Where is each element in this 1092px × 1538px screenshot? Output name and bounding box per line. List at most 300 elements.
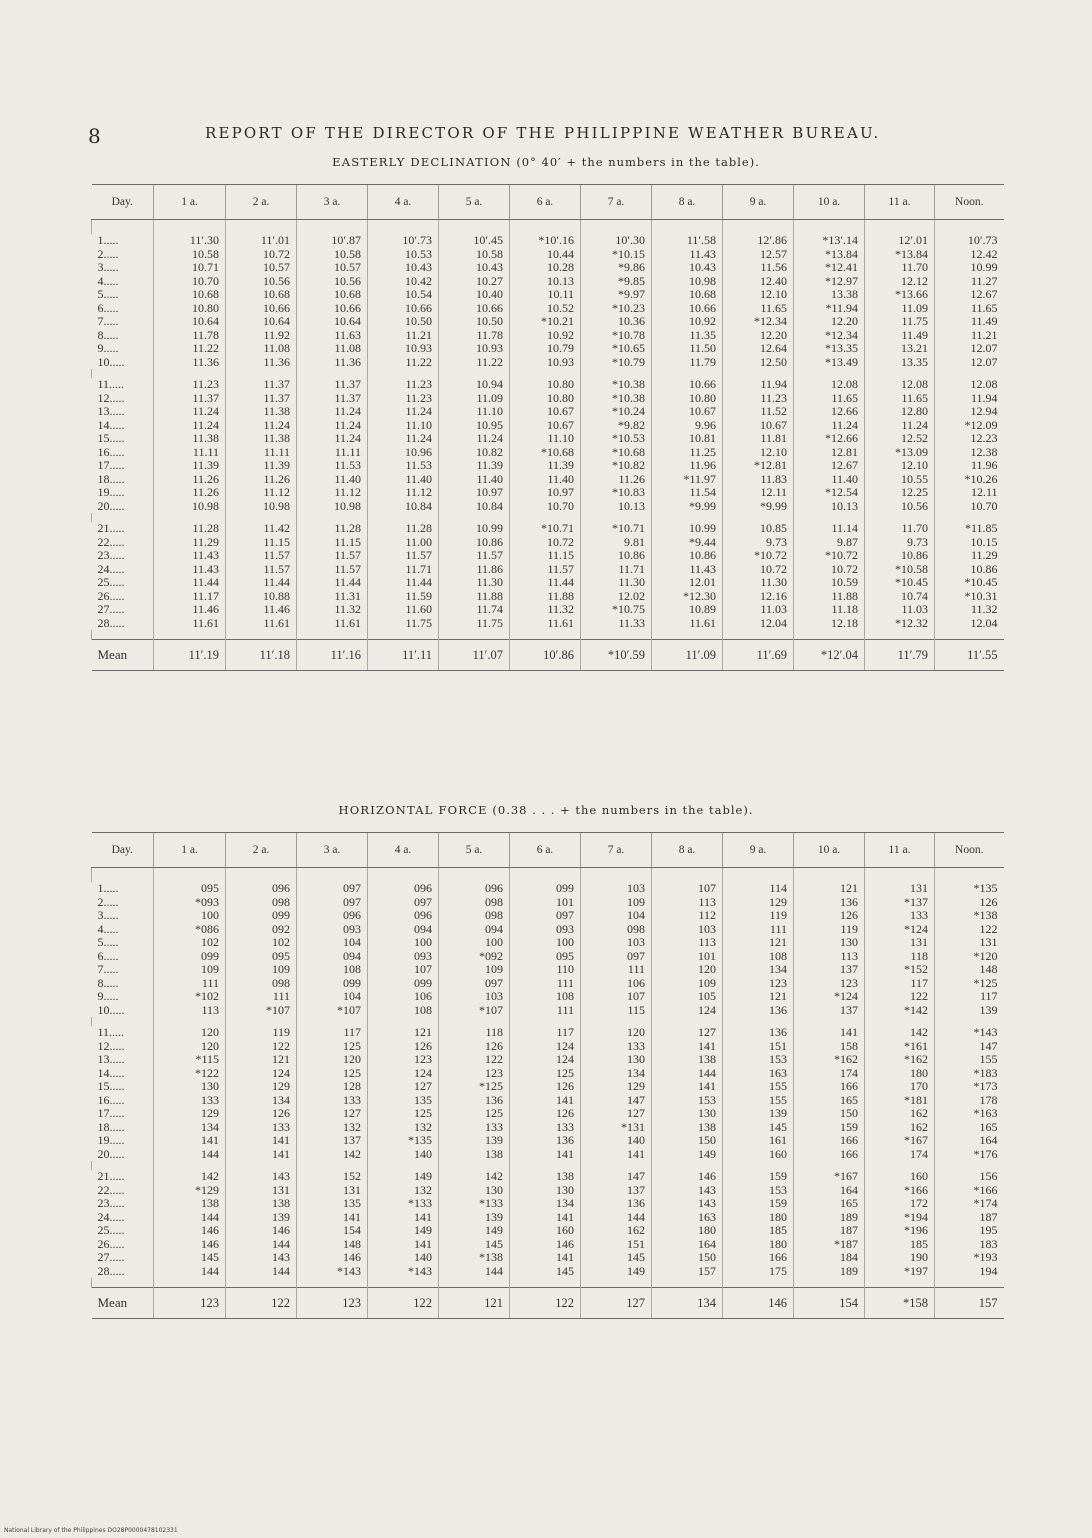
table-cell: 11.12 (297, 486, 368, 500)
table-row (92, 432, 1004, 446)
mean-cell: 127 (581, 1288, 652, 1319)
table-cell: 141 (581, 1148, 652, 1162)
table-cell: 145 (510, 1265, 581, 1279)
table-cell: 11.61 (510, 617, 581, 631)
table-cell: *125 (935, 977, 1004, 991)
table-cell: 101 (652, 950, 723, 964)
table-cell: *11.97 (652, 473, 723, 487)
table-row (92, 248, 1004, 262)
table-cell: 12.67 (935, 288, 1004, 302)
column-header: 4 a. (368, 185, 439, 220)
table-cell: 10.99 (439, 522, 510, 536)
table-cell: 099 (510, 882, 581, 896)
table-cell: *13.09 (865, 446, 935, 460)
table-cell: 11.57 (368, 549, 439, 563)
table-cell: *163 (935, 1107, 1004, 1121)
table-cell: 146 (154, 1238, 226, 1252)
table-cell: 160 (723, 1148, 794, 1162)
table-cell: 093 (510, 923, 581, 937)
table-cell: 144 (439, 1265, 510, 1279)
table-cell: 133 (581, 1040, 652, 1054)
mean-cell: 11′.16 (297, 640, 368, 671)
horizontal-caption-note: (0.38 . . . + the numbers in the table). (492, 803, 754, 817)
table-cell: 162 (865, 1121, 935, 1135)
table-cell: 139 (935, 1004, 1004, 1018)
table-cell: 11.40 (510, 473, 581, 487)
table-cell: 10.68 (154, 288, 226, 302)
table-row (92, 486, 1004, 500)
table-cell: 10.64 (297, 315, 368, 329)
table-cell: 095 (154, 882, 226, 896)
table-cell: 10.66 (226, 302, 297, 316)
table-row (92, 1026, 1004, 1040)
table-cell: 11.23 (723, 392, 794, 406)
day-label: 16..... (97, 1092, 125, 1107)
table-cell: 12.40 (723, 275, 794, 289)
day-label: 15..... (97, 1079, 125, 1093)
table-cell: 185 (723, 1224, 794, 1238)
day-label: 6..... (97, 948, 119, 963)
table-cell: *13.66 (865, 288, 935, 302)
mean-cell: 122 (226, 1288, 297, 1319)
table-cell: 162 (865, 1107, 935, 1121)
table-row (92, 261, 1004, 275)
table-cell: 096 (439, 882, 510, 896)
table-cell: 131 (935, 936, 1004, 950)
table-cell: 140 (368, 1251, 439, 1265)
table-cell: 9.73 (865, 536, 935, 550)
table-cell: 148 (935, 963, 1004, 977)
table-cell: 10.53 (368, 248, 439, 262)
table-cell: *12.41 (794, 261, 865, 275)
table-cell: 151 (723, 1040, 794, 1054)
table-cell: *12.97 (794, 275, 865, 289)
table-cell: 10.82 (439, 446, 510, 460)
table-cell: *9.86 (581, 261, 652, 275)
table-cell: *129 (154, 1184, 226, 1198)
day-label: 3..... (97, 260, 119, 274)
declination-table (91, 184, 1004, 671)
table-cell: 10.68 (226, 288, 297, 302)
table-cell: 11.44 (297, 576, 368, 590)
table-row (92, 1053, 1004, 1067)
table-cell: 155 (723, 1094, 794, 1108)
table-cell: 165 (935, 1121, 1004, 1135)
table-cell: 11.26 (154, 473, 226, 487)
table-cell: 134 (154, 1121, 226, 1135)
table-cell: 10.11 (510, 288, 581, 302)
mean-label: Mean (92, 1288, 154, 1319)
table-cell: 139 (439, 1211, 510, 1225)
table-cell: 109 (581, 896, 652, 910)
day-label: 27..... (97, 1250, 125, 1264)
day-label: 11..... (97, 377, 125, 391)
table-cell: 147 (581, 1170, 652, 1184)
table-cell: 160 (510, 1224, 581, 1238)
table-cell: *133 (439, 1197, 510, 1211)
table-cell: 136 (723, 1026, 794, 1040)
table-cell: 112 (652, 909, 723, 923)
table-cell: 163 (723, 1067, 794, 1081)
table-cell: 151 (581, 1238, 652, 1252)
table-cell: 10.56 (226, 275, 297, 289)
table-row (92, 977, 1004, 991)
table-cell: 9.96 (652, 419, 723, 433)
table-cell: 11.24 (297, 419, 368, 433)
table-cell: 127 (368, 1080, 439, 1094)
table-cell: 11.38 (226, 432, 297, 446)
table-cell: 096 (226, 882, 297, 896)
table-cell: 11.96 (935, 459, 1004, 473)
table-cell: 11.92 (226, 329, 297, 343)
table-cell: *9.99 (723, 500, 794, 514)
table-cell: 12.57 (723, 248, 794, 262)
table-cell: 11.65 (935, 302, 1004, 316)
table-cell: 11.24 (794, 419, 865, 433)
table-cell: 135 (297, 1197, 368, 1211)
table-cell: 11′.30 (154, 234, 226, 248)
table-cell: 11.24 (368, 432, 439, 446)
table-cell: 12.67 (794, 459, 865, 473)
table-cell: *166 (865, 1184, 935, 1198)
table-cell: 10.81 (652, 432, 723, 446)
table-cell: 139 (723, 1107, 794, 1121)
mean-row (92, 1288, 1004, 1319)
table-cell: 133 (865, 909, 935, 923)
table-row (92, 923, 1004, 937)
table-cell: 11.61 (652, 617, 723, 631)
table-cell: *133 (368, 1197, 439, 1211)
table-cell: 107 (368, 963, 439, 977)
table-cell: *13′.14 (794, 234, 865, 248)
table-cell: 10.57 (297, 261, 368, 275)
table-cell: *131 (581, 1121, 652, 1135)
table-cell: 138 (154, 1197, 226, 1211)
table-row (92, 990, 1004, 1004)
table-cell: *12.66 (794, 432, 865, 446)
table-cell: 117 (297, 1026, 368, 1040)
table-cell: 10.72 (794, 563, 865, 577)
table-cell: 12.07 (935, 356, 1004, 370)
table-cell: 11.33 (581, 617, 652, 631)
table-cell: 130 (652, 1107, 723, 1121)
table-cell: 148 (297, 1238, 368, 1252)
table-cell: 125 (439, 1107, 510, 1121)
table-cell: 10.42 (368, 275, 439, 289)
table-cell: 118 (865, 950, 935, 964)
table-cell: 11.52 (723, 405, 794, 419)
day-label: 3..... (97, 908, 119, 922)
table-cell: 106 (581, 977, 652, 991)
table-cell: 161 (723, 1134, 794, 1148)
table-row (92, 1251, 1004, 1265)
table-cell: 11′.58 (652, 234, 723, 248)
mean-cell: 122 (510, 1288, 581, 1319)
table-cell: 142 (297, 1148, 368, 1162)
day-label: 5..... (97, 935, 119, 949)
table-cell: 146 (154, 1224, 226, 1238)
table-cell: *183 (935, 1067, 1004, 1081)
table-cell: 11.21 (935, 329, 1004, 343)
table-cell: *9.82 (581, 419, 652, 433)
day-label: 24..... (97, 1209, 125, 1224)
table-row (92, 617, 1004, 631)
table-row (92, 549, 1004, 563)
table-cell: 11.43 (652, 248, 723, 262)
table-cell: *138 (439, 1251, 510, 1265)
table-cell: 149 (439, 1224, 510, 1238)
table-cell: *135 (935, 882, 1004, 896)
running-head: REPORT OF THE DIRECTOR OF THE PHILIPPINE WEATHER BUREAU. (205, 124, 881, 142)
column-header: 10 a. (794, 185, 865, 220)
table-cell: 10.66 (439, 302, 510, 316)
table-cell: 132 (297, 1121, 368, 1135)
table-cell: 119 (723, 909, 794, 923)
table-cell: 10.97 (439, 486, 510, 500)
table-cell: 141 (510, 1251, 581, 1265)
column-header: 9 a. (723, 185, 794, 220)
table-cell: 11.08 (297, 342, 368, 356)
table-cell: *161 (865, 1040, 935, 1054)
table-cell: 12.64 (723, 342, 794, 356)
table-cell: *107 (226, 1004, 297, 1018)
table-row (92, 1148, 1004, 1162)
table-cell: 10.27 (439, 275, 510, 289)
table-cell: 142 (439, 1170, 510, 1184)
table-cell: 11.28 (368, 522, 439, 536)
table-cell: 11.46 (226, 603, 297, 617)
day-label: 14..... (97, 417, 125, 432)
table-cell: 11.32 (510, 603, 581, 617)
table-cell: 12.12 (865, 275, 935, 289)
mean-cell: 146 (723, 1288, 794, 1319)
table-cell: 11.24 (439, 432, 510, 446)
day-label: 13..... (97, 404, 125, 418)
table-cell: 12.20 (723, 329, 794, 343)
table-cell: 11.22 (154, 342, 226, 356)
table-cell: *138 (935, 909, 1004, 923)
table-row (92, 909, 1004, 923)
table-cell: 137 (297, 1134, 368, 1148)
table-row (92, 342, 1004, 356)
day-label: 7..... (97, 314, 119, 328)
table-cell: 096 (368, 882, 439, 896)
day-label: 9..... (97, 341, 119, 355)
mean-cell: 11′.55 (935, 640, 1004, 671)
table-cell: 123 (794, 977, 865, 991)
table-cell: 10.92 (510, 329, 581, 343)
day-label: 20..... (97, 498, 125, 513)
day-label: 22..... (97, 534, 125, 549)
table-cell: 11.10 (368, 419, 439, 433)
table-cell: 10.13 (581, 500, 652, 514)
table-cell: 142 (154, 1170, 226, 1184)
table-cell: 119 (794, 923, 865, 937)
table-cell: 153 (652, 1094, 723, 1108)
table-cell: 141 (510, 1094, 581, 1108)
table-cell: 10.58 (297, 248, 368, 262)
table-cell: 108 (723, 950, 794, 964)
table-cell: *10.38 (581, 392, 652, 406)
table-cell: 11.37 (226, 378, 297, 392)
table-cell: 124 (652, 1004, 723, 1018)
table-row (92, 1094, 1004, 1108)
table-cell: 124 (368, 1067, 439, 1081)
table-cell: 11.12 (226, 486, 297, 500)
table-cell: 114 (723, 882, 794, 896)
table-cell: 145 (439, 1238, 510, 1252)
table-cell: *10.72 (723, 549, 794, 563)
column-header: Noon. (935, 833, 1004, 868)
table-cell: 11.57 (297, 563, 368, 577)
table-cell: 143 (652, 1184, 723, 1198)
table-cell: 102 (226, 936, 297, 950)
table-row (92, 963, 1004, 977)
table-cell: 11.53 (368, 459, 439, 473)
table-cell: 120 (154, 1026, 226, 1040)
table-row (92, 1134, 1004, 1148)
table-cell: 11.25 (652, 446, 723, 460)
table-cell: *10.75 (581, 603, 652, 617)
horizontal-caption-title: HORIZONTAL FORCE (338, 803, 488, 817)
table-cell: 10.68 (652, 288, 723, 302)
table-cell: 11.40 (297, 473, 368, 487)
table-cell: 12.04 (723, 617, 794, 631)
table-cell: 11.74 (439, 603, 510, 617)
table-cell: 138 (510, 1170, 581, 1184)
table-cell: *12.30 (652, 590, 723, 604)
table-cell: 129 (154, 1107, 226, 1121)
table-cell: 11.70 (865, 261, 935, 275)
column-header: 5 a. (439, 833, 510, 868)
day-label: 18..... (97, 471, 125, 486)
table-cell: 123 (439, 1067, 510, 1081)
table-cell: *13.84 (865, 248, 935, 262)
column-header: Noon. (935, 185, 1004, 220)
table-row (92, 590, 1004, 604)
table-cell: 11.60 (368, 603, 439, 617)
table-cell: *167 (865, 1134, 935, 1148)
table-cell: 104 (297, 936, 368, 950)
table-row (92, 603, 1004, 617)
table-cell: 094 (297, 950, 368, 964)
table-cell: 11.43 (652, 563, 723, 577)
table-cell: *086 (154, 923, 226, 937)
table-cell: 159 (723, 1170, 794, 1184)
table-cell: 12.08 (794, 378, 865, 392)
table-cell: 146 (226, 1224, 297, 1238)
table-cell: 11.32 (297, 603, 368, 617)
table-cell: *115 (154, 1053, 226, 1067)
table-cell: 122 (226, 1040, 297, 1054)
day-label: 28..... (97, 615, 125, 630)
table-cell: 11.40 (439, 473, 510, 487)
table-row (92, 1184, 1004, 1198)
table-cell: 195 (935, 1224, 1004, 1238)
table-cell: *125 (439, 1080, 510, 1094)
day-label: 1..... (97, 881, 119, 895)
table-cell: 130 (154, 1080, 226, 1094)
table-cell: 11.24 (154, 405, 226, 419)
table-cell: 150 (652, 1134, 723, 1148)
table-cell: 11.23 (368, 378, 439, 392)
table-cell: 12.10 (723, 288, 794, 302)
table-cell: *197 (865, 1265, 935, 1279)
table-cell: 141 (297, 1211, 368, 1225)
table-cell: 143 (226, 1251, 297, 1265)
table-cell: 9.73 (723, 536, 794, 550)
table-cell: 127 (581, 1107, 652, 1121)
day-label: 10..... (97, 1002, 125, 1017)
column-header: 7 a. (581, 185, 652, 220)
table-cell: *10.15 (581, 248, 652, 262)
table-cell: 111 (581, 963, 652, 977)
table-cell: 11.15 (510, 549, 581, 563)
declination-caption (0, 155, 1092, 169)
day-label: 26..... (97, 1236, 125, 1251)
table-cell: 178 (935, 1094, 1004, 1108)
table-cell: 141 (510, 1211, 581, 1225)
table-cell: 141 (794, 1026, 865, 1040)
column-header: 8 a. (652, 833, 723, 868)
table-cell: 11.46 (154, 603, 226, 617)
table-cell: 13.38 (794, 288, 865, 302)
day-label: 8..... (97, 327, 119, 342)
table-cell: *143 (368, 1265, 439, 1279)
table-cell: 132 (368, 1121, 439, 1135)
table-row (92, 936, 1004, 950)
table-row (92, 419, 1004, 433)
table-cell: 143 (226, 1170, 297, 1184)
table-cell: 12.66 (794, 405, 865, 419)
table-cell: 11.53 (297, 459, 368, 473)
table-cell: 137 (794, 963, 865, 977)
table-cell: 124 (226, 1067, 297, 1081)
table-cell: 126 (935, 896, 1004, 910)
mean-cell: 157 (935, 1288, 1004, 1319)
table-cell: 10.50 (439, 315, 510, 329)
table-cell: 10.93 (368, 342, 439, 356)
table-cell: 108 (297, 963, 368, 977)
table-cell: 11.09 (439, 392, 510, 406)
table-cell: 10.67 (723, 419, 794, 433)
table-cell: 11.36 (154, 356, 226, 370)
table-row (92, 1265, 1004, 1279)
table-cell: 117 (865, 977, 935, 991)
table-cell: 189 (794, 1265, 865, 1279)
table-cell: 099 (154, 950, 226, 964)
table-cell: 108 (368, 1004, 439, 1018)
table-cell: 144 (226, 1238, 297, 1252)
table-cell: *187 (794, 1238, 865, 1252)
table-cell: 132 (368, 1184, 439, 1198)
table-cell: 11.12 (368, 486, 439, 500)
table-cell: 10.98 (226, 500, 297, 514)
table-row (92, 563, 1004, 577)
table-cell: 11.29 (935, 549, 1004, 563)
day-label: 24..... (97, 561, 125, 576)
table-cell: 100 (154, 909, 226, 923)
table-cell: 11.39 (439, 459, 510, 473)
table-cell: 10.50 (368, 315, 439, 329)
mean-cell: 11′.09 (652, 640, 723, 671)
table-cell: 10.98 (297, 500, 368, 514)
day-label: 14..... (97, 1065, 125, 1080)
table-cell: 11.44 (510, 576, 581, 590)
table-cell: *10.78 (581, 329, 652, 343)
table-cell: 121 (723, 990, 794, 1004)
table-cell: *13.35 (794, 342, 865, 356)
